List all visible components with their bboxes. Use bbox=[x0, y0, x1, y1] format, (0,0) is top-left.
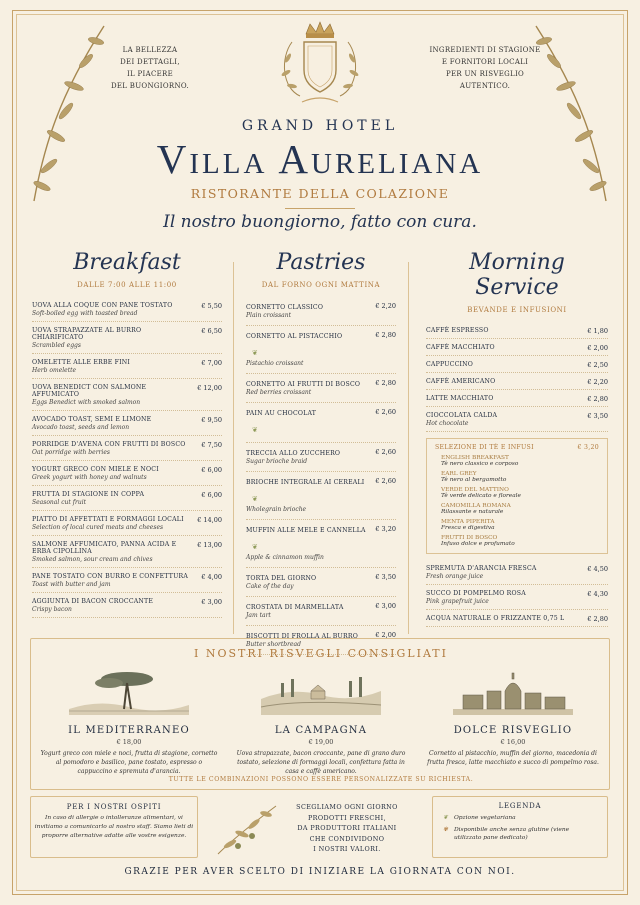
menu-item bbox=[426, 560, 608, 585]
item-desc: Toast with butter and jam bbox=[32, 581, 111, 588]
tea-desc: Infuso dolce e profumato bbox=[441, 541, 515, 547]
menu-item bbox=[32, 379, 222, 411]
menu-item bbox=[246, 472, 396, 520]
combos-title: I NOSTRI RISVEGLI CONSIGLIATI bbox=[194, 647, 448, 660]
column-divider bbox=[233, 262, 234, 634]
item-price: € 3,50 bbox=[375, 573, 396, 581]
breakfast-title: Breakfast bbox=[73, 250, 181, 275]
item-name: FRUTTA DI STAGIONE IN COPPA bbox=[32, 491, 145, 498]
menu-item bbox=[426, 373, 608, 390]
guests-box bbox=[30, 796, 198, 858]
olive-sprig-icon bbox=[212, 800, 282, 860]
menu-item bbox=[426, 585, 608, 610]
tea-desc: Tè verde delicato e floreale bbox=[441, 493, 521, 499]
item-price: € 12,00 bbox=[197, 384, 222, 392]
item-desc: Seasonal cut fruit bbox=[32, 499, 87, 506]
menu-item bbox=[426, 322, 608, 339]
menu-item bbox=[32, 322, 222, 354]
service-sub: BEVANDE E INFUSIONI bbox=[467, 306, 567, 314]
menu-item bbox=[32, 354, 222, 379]
menu-item bbox=[246, 326, 396, 374]
item-price: € 2,00 bbox=[587, 344, 608, 352]
brand-block bbox=[0, 118, 640, 209]
menu-item bbox=[32, 411, 222, 436]
item-price: € 3,20 bbox=[375, 525, 396, 533]
item-desc: Crispy bacon bbox=[32, 606, 72, 613]
item-price: € 2,60 bbox=[375, 477, 396, 485]
thanks-footer: GRAZIE PER AVER SCELTO DI INIZIARE LA GIORNATA CON NOI. bbox=[124, 867, 516, 877]
guests-text: In caso di allergie o intolleranze alimentari, vi invitiamo a comunicarlo al nostro staff. Siamo lieti di proporre alternative adatte alle vostre esigenze. bbox=[34, 815, 194, 839]
item-desc: Jam tart bbox=[246, 612, 271, 619]
menu-item bbox=[32, 486, 222, 511]
breakfast-hours: DALLE 7:00 ALLE 11:00 bbox=[77, 281, 177, 289]
vegetarian-leaf-icon: ❦ bbox=[252, 349, 258, 357]
tea-item bbox=[441, 503, 599, 515]
item-price: € 3,50 bbox=[587, 412, 608, 420]
item-desc: Plain croissant bbox=[246, 312, 291, 319]
tea-name: CAMOMILLA ROMANA bbox=[441, 503, 511, 509]
item-price: € 2,80 bbox=[375, 331, 396, 339]
item-name: PIATTO DI AFFETTATI E FORMAGGI LOCALI bbox=[32, 516, 184, 523]
menu-item bbox=[246, 297, 396, 326]
combo-name: DOLCE RISVEGLIO bbox=[453, 725, 573, 736]
item-desc: Butter shortbread bbox=[246, 641, 301, 648]
brand-sub: RISTORANTE DELLA COLAZIONE bbox=[190, 186, 450, 201]
countryside-landscape-icon bbox=[261, 669, 381, 715]
item-price: € 4,00 bbox=[201, 573, 222, 581]
item-name: CAFFÈ AMERICANO bbox=[426, 378, 496, 385]
item-desc: Pistachio croissant bbox=[246, 360, 304, 367]
brand-name: Villa Aureliana bbox=[156, 136, 484, 182]
left-note: LA BELLEZZA DEI DETTAGLI, IL PIACERE DEL BUONGIORNO. bbox=[110, 46, 190, 90]
item-desc: Selection of local cured meats and cheeses bbox=[32, 524, 164, 531]
tea-desc: Tè nero al bergamotto bbox=[441, 477, 507, 483]
item-price: € 2,80 bbox=[375, 379, 396, 387]
menu-item bbox=[426, 356, 608, 373]
menu-item bbox=[32, 536, 222, 568]
vegetarian-leaf-icon: ❦ bbox=[443, 815, 448, 821]
tea-price: € 3,20 bbox=[577, 444, 599, 451]
tea-item bbox=[441, 535, 599, 547]
combos-box bbox=[30, 638, 610, 790]
item-desc: Scrambled eggs bbox=[32, 342, 81, 349]
combo-desc: Uova strapazzate, bacon croccante, pane di grano duro tostato, selezione di formaggi locali, confettura fatta in casa e caffè americano. bbox=[236, 750, 406, 775]
combo-card bbox=[231, 669, 411, 776]
menu-item bbox=[32, 297, 222, 322]
menu-item bbox=[246, 568, 396, 597]
item-desc: Greek yogurt with honey and walnuts bbox=[32, 474, 147, 481]
combo-name: LA CAMPAGNA bbox=[274, 725, 368, 736]
guests-heading: PER I NOSTRI OSPITI bbox=[66, 803, 162, 811]
pastries-list bbox=[246, 297, 396, 655]
item-desc: Soft-boiled egg with toasted bread bbox=[32, 310, 138, 317]
item-price: € 2,20 bbox=[587, 378, 608, 386]
tea-heading: SELEZIONE DI TÈ E INFUSI bbox=[435, 444, 534, 451]
item-name: CORNETTO CLASSICO bbox=[246, 304, 324, 311]
tea-desc: Rilassante e naturale bbox=[441, 509, 504, 515]
item-name: OMELETTE ALLE ERBE FINI bbox=[32, 359, 130, 366]
item-price: € 13,00 bbox=[197, 541, 222, 549]
item-name: CIOCCOLATA CALDA bbox=[426, 412, 498, 419]
item-name: SALMONE AFFUMICATO, PANNA ACIDA E ERBA CIPOLLINA bbox=[32, 541, 177, 555]
combo-price: € 16,00 bbox=[500, 738, 526, 746]
right-note: INGREDIENTI DI STAGIONE E FORNITORI LOCALI PER UN RISVEGLIO AUTENTICO. bbox=[429, 46, 541, 90]
item-price: € 6,00 bbox=[201, 491, 222, 499]
tea-item bbox=[441, 487, 599, 499]
item-price: € 2,50 bbox=[587, 361, 608, 369]
item-desc: Sugar brioche braid bbox=[246, 458, 308, 465]
item-desc: Red berries croissant bbox=[246, 389, 312, 396]
item-desc: Fresh orange juice bbox=[426, 573, 484, 580]
tea-item bbox=[441, 519, 599, 531]
menu-item bbox=[246, 443, 396, 472]
item-name: ACQUA NATURALE O FRIZZANTE 0,75 L bbox=[426, 615, 565, 622]
item-name: CORNETTO AL PISTACCHIO bbox=[246, 333, 343, 340]
item-name: SUCCO DI POMPELMO ROSA bbox=[426, 590, 526, 597]
item-name: CAFFÈ MACCHIATO bbox=[426, 344, 495, 351]
menu-item bbox=[426, 390, 608, 407]
tea-item bbox=[441, 455, 599, 467]
item-name: CROSTATA DI MARMELLATA bbox=[246, 604, 344, 611]
item-name: PAIN AU CHOCOLAT bbox=[246, 410, 317, 417]
tea-desc: Tè nero classico e corposo bbox=[441, 461, 519, 467]
divider-ornament bbox=[285, 203, 355, 209]
item-price: € 2,00 bbox=[375, 631, 396, 639]
item-desc: Avocado toast, seeds and lemon bbox=[32, 424, 130, 431]
menu-item bbox=[246, 597, 396, 626]
item-price: € 1,80 bbox=[587, 327, 608, 335]
item-name: AVOCADO TOAST, SEMI E LIMONE bbox=[32, 416, 152, 423]
item-price: € 6,00 bbox=[201, 466, 222, 474]
tea-name: EARL GREY bbox=[441, 471, 477, 477]
item-desc: Smoked salmon, sour cream and chives bbox=[32, 556, 153, 563]
item-price: € 2,80 bbox=[587, 615, 608, 623]
item-price: € 2,20 bbox=[375, 302, 396, 310]
gluten-free-wheat-icon: ✾ bbox=[443, 827, 448, 833]
item-price: € 2,80 bbox=[587, 395, 608, 403]
item-name: PORRIDGE D'AVENA CON FRUTTI DI BOSCO bbox=[32, 441, 186, 448]
legend-vegetarian: Opzione vegetariana bbox=[453, 815, 516, 821]
pastries-sub: DAL FORNO OGNI MATTINA bbox=[261, 281, 381, 289]
item-price: € 4,30 bbox=[587, 590, 608, 598]
combo-card bbox=[423, 669, 603, 767]
item-price: € 4,50 bbox=[587, 565, 608, 573]
tea-item bbox=[441, 471, 599, 483]
rome-skyline-icon bbox=[453, 669, 573, 715]
pastries-column bbox=[246, 250, 396, 655]
service-list bbox=[426, 322, 608, 432]
service-title: Morning Service bbox=[469, 250, 565, 300]
combo-price: € 19,00 bbox=[308, 738, 334, 746]
menu-item bbox=[32, 593, 222, 618]
item-name: BRIOCHE INTEGRALE AI CEREALI bbox=[246, 479, 365, 486]
combo-price: € 18,00 bbox=[116, 738, 142, 746]
item-desc: Herb omelette bbox=[32, 367, 77, 374]
legend-heading: LEGENDA bbox=[498, 802, 542, 810]
tea-name: MENTA PIPERITA bbox=[441, 519, 495, 525]
item-price: € 2,60 bbox=[375, 448, 396, 456]
item-name: CAFFÈ ESPRESSO bbox=[426, 327, 489, 334]
item-name: BISCOTTI DI FROLLA AL BURRO bbox=[246, 633, 358, 640]
menu-item bbox=[32, 511, 222, 536]
item-price: € 2,60 bbox=[375, 408, 396, 416]
tea-list bbox=[435, 455, 599, 547]
item-name: PANE TOSTATO CON BURRO E CONFETTURA bbox=[32, 573, 189, 580]
item-desc: Hot chocolate bbox=[426, 420, 469, 427]
menu-item bbox=[32, 436, 222, 461]
tea-name: VERDE DEL MATTINO bbox=[441, 487, 509, 493]
combo-desc: Yogurt greco con miele e noci, frutta di stagione, cornetto al pomodoro e basilico, pane tostato, espresso o cappuccino e spremuta d'arancia. bbox=[40, 750, 218, 775]
item-name: UOVA BENEDICT CON SALMONE AFFUMICATO bbox=[32, 384, 147, 398]
menu-item bbox=[426, 407, 608, 432]
item-name: SPREMUTA D'ARANCIA FRESCA bbox=[426, 565, 537, 572]
sourcing-note: SCEGLIAMO OGNI GIORNO PRODOTTI FRESCHI, DA PRODUTTORI ITALIANI CHE CONDIVIDONO I NOSTRI VALORI. bbox=[296, 803, 398, 853]
tea-name: FRUTTI DI BOSCO bbox=[441, 535, 498, 541]
item-desc: Wholegrain brioche bbox=[246, 506, 307, 513]
combo-name: IL MEDITERRANEO bbox=[68, 725, 190, 736]
item-name: LATTE MACCHIATO bbox=[426, 395, 494, 402]
legend-gluten-free: Disponibile anche senza glutine (viene utilizzato pane dedicato) bbox=[453, 827, 570, 841]
item-name: CAPPUCCINO bbox=[426, 361, 474, 368]
item-desc: Eggs Benedict with smoked salmon bbox=[32, 399, 141, 406]
item-price: € 3,00 bbox=[201, 598, 222, 606]
menu-item bbox=[246, 374, 396, 403]
item-desc: Oat porridge with berries bbox=[32, 449, 110, 456]
item-price: € 6,50 bbox=[201, 327, 222, 335]
item-name: AGGIUNTA DI BACON CROCCANTE bbox=[32, 598, 154, 605]
item-price: € 7,00 bbox=[201, 359, 222, 367]
item-price: € 14,00 bbox=[197, 516, 222, 524]
combo-desc: Cornetto al pistacchio, muffin del giorno, macedonia di frutta fresca, latte macchiato e succo di pompelmo rosa. bbox=[427, 750, 599, 766]
item-price: € 7,50 bbox=[201, 441, 222, 449]
item-name: TRECCIA ALLO ZUCCHERO bbox=[246, 450, 341, 457]
breakfast-list bbox=[32, 297, 222, 618]
pine-tree-landscape-icon bbox=[69, 669, 189, 715]
tea-desc: Fresca e digestiva bbox=[441, 525, 495, 531]
legend-box bbox=[432, 796, 608, 858]
menu-item bbox=[246, 520, 396, 568]
menu-item bbox=[426, 339, 608, 356]
item-name: TORTA DEL GIORNO bbox=[246, 575, 317, 582]
item-price: € 5,50 bbox=[201, 302, 222, 310]
item-name: MUFFIN ALLE MELE E CANNELLA bbox=[246, 527, 366, 534]
item-desc: Cake of the day bbox=[246, 583, 294, 590]
item-name: YOGURT GRECO CON MIELE E NOCI bbox=[32, 466, 159, 473]
pastries-title: Pastries bbox=[276, 250, 366, 275]
vegetarian-leaf-icon: ❦ bbox=[252, 426, 258, 434]
item-name: UOVA ALLA COQUE CON PANE TOSTATO bbox=[32, 302, 173, 309]
item-desc: Apple & cinnamon muffin bbox=[246, 554, 324, 561]
combo-card bbox=[39, 669, 219, 776]
combos-footnote: TUTTE LE COMBINAZIONI POSSONO ESSERE PERSONALIZZATE SU RICHIESTA. bbox=[168, 776, 474, 783]
tea-selection-box bbox=[426, 438, 608, 554]
column-divider bbox=[408, 262, 409, 634]
item-price: € 3,00 bbox=[375, 602, 396, 610]
menu-item bbox=[32, 461, 222, 486]
brand-top: GRAND HOTEL bbox=[241, 118, 399, 134]
tea-name: ENGLISH BREAKFAST bbox=[441, 455, 509, 461]
crown-crest-icon bbox=[272, 18, 368, 114]
menu-item bbox=[32, 568, 222, 593]
menu-item bbox=[246, 403, 396, 443]
item-price: € 9,50 bbox=[201, 416, 222, 424]
vegetarian-leaf-icon: ❦ bbox=[252, 543, 258, 551]
item-desc: Pink grapefruit juice bbox=[426, 598, 489, 605]
juice-list bbox=[426, 560, 608, 627]
tagline: Il nostro buongiorno, fatto con cura. bbox=[163, 212, 477, 232]
menu-item bbox=[426, 610, 608, 627]
breakfast-column bbox=[32, 250, 222, 618]
service-column bbox=[426, 250, 608, 627]
item-name: CORNETTO AI FRUTTI DI BOSCO bbox=[246, 381, 361, 388]
item-name: UOVA STRAPAZZATE AL BURRO CHIARIFICATO bbox=[32, 327, 142, 341]
vegetarian-leaf-icon: ❦ bbox=[252, 495, 258, 503]
